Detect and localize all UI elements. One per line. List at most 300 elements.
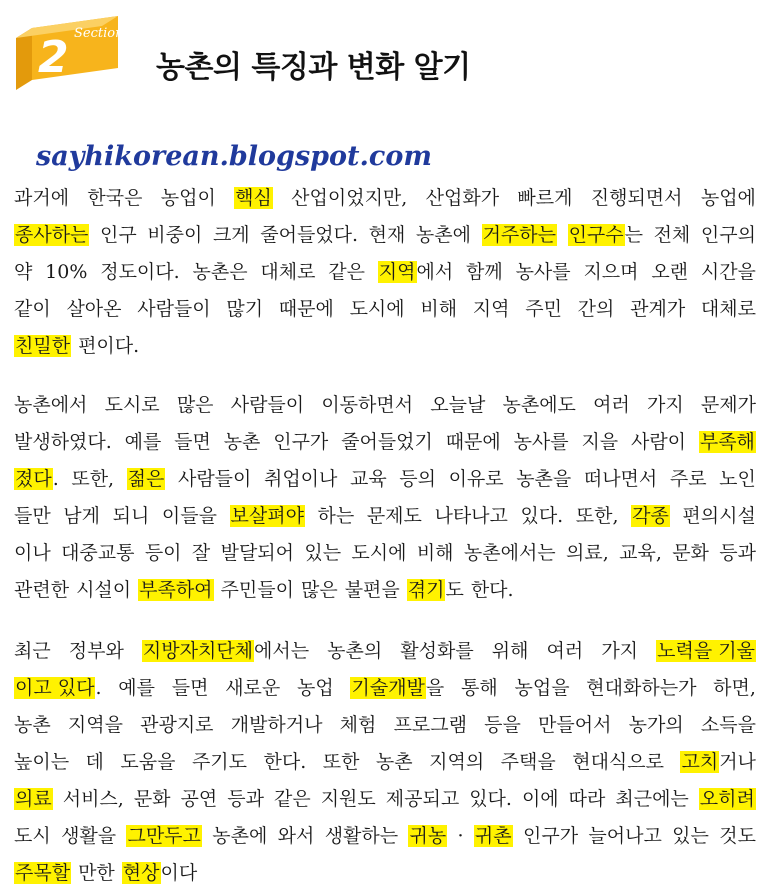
highlighted-term: 이고 있다 (15, 677, 95, 699)
word (351, 535, 406, 572)
word-text: 인구 (100, 224, 137, 246)
text-line (14, 707, 756, 744)
word (449, 461, 504, 498)
word (14, 328, 71, 365)
word (576, 498, 619, 535)
word-text: 약 (14, 261, 33, 283)
word-text: 같은 (328, 261, 365, 283)
word-text: 때문에 (445, 431, 501, 453)
word-text: 여러 (546, 640, 584, 662)
word-suffix: 을 (425, 677, 445, 699)
word-text: 예를 (118, 677, 155, 699)
word (520, 498, 563, 535)
word-text: 개발하거나 (230, 714, 323, 736)
word-text: 남게 (63, 505, 101, 527)
word-text: 도움을 (120, 751, 176, 773)
word-text: 현재 (368, 224, 406, 246)
text-line (14, 572, 756, 609)
word-suffix: 도 (445, 579, 464, 601)
word-text: 공연 (180, 788, 218, 810)
word-text: 많은 (300, 579, 338, 601)
word-text: 와서 (277, 825, 315, 847)
word-text: 도시에 (351, 542, 407, 564)
word-text: 빠르게 (517, 187, 573, 209)
word-text: 최근에는 (615, 788, 689, 810)
word-text: 농업에 (700, 187, 756, 209)
highlighted-term: 지역 (378, 261, 416, 283)
word-text: 주기도 (191, 751, 247, 773)
highlighted-term: 기술개발 (351, 677, 425, 699)
word (701, 180, 756, 217)
word-text: 떠나면서 (583, 468, 658, 490)
word (407, 572, 464, 609)
word (61, 818, 116, 855)
word (234, 180, 273, 217)
word-text: 이에 (521, 788, 559, 810)
word (492, 633, 529, 670)
word-text: 주민들이 (220, 579, 294, 601)
word (699, 424, 756, 461)
word-text: 하는 (317, 505, 355, 527)
word-text: 비해 (416, 542, 454, 564)
word (654, 217, 691, 254)
word (525, 291, 562, 328)
word-text: 있는 (672, 825, 709, 847)
word-text: 농사를 (515, 261, 571, 283)
word (328, 254, 365, 291)
word (566, 535, 609, 572)
word-suffix: 거나 (719, 751, 756, 773)
word-text: 농촌에서 (14, 394, 88, 416)
word (118, 670, 155, 707)
word (113, 498, 150, 535)
word (212, 818, 267, 855)
word-text: 지을 (581, 431, 619, 453)
word (656, 633, 756, 670)
word (672, 818, 709, 855)
word-text: 지역을 (67, 714, 123, 736)
word (125, 424, 162, 461)
word-text: 살아온 (66, 298, 122, 320)
word (14, 670, 102, 707)
highlighted-term: 의료 (15, 788, 52, 810)
word-text: 인구가 (522, 825, 579, 847)
word-text: 농사를 (513, 431, 569, 453)
word-text: 진행되면서 (590, 187, 683, 209)
section-number: 2 (38, 32, 69, 83)
word (278, 818, 315, 855)
word-text: 농업 (297, 677, 334, 699)
word-text: 이나 (14, 542, 51, 564)
word (400, 633, 473, 670)
word (350, 670, 444, 707)
section-header (14, 14, 754, 94)
word (14, 744, 69, 781)
word (350, 291, 405, 328)
word-text: 한다. (263, 751, 307, 773)
word-text: 등이 (144, 542, 182, 564)
word-text: 관계가 (630, 298, 686, 320)
word-text: 들면 (171, 677, 209, 699)
word-text: 불편을 (344, 579, 400, 601)
word (221, 535, 294, 572)
word-text: 또한, (575, 505, 619, 527)
word-text: 시설이 (76, 579, 132, 601)
word-text: 있다. (469, 788, 512, 810)
word-text: 만한 (78, 862, 115, 884)
word-text: 있는 (304, 542, 342, 564)
word-text: 프로그램 (393, 714, 467, 736)
word-text: 이유로 (448, 468, 504, 490)
highlighted-term: 부족하여 (139, 579, 213, 601)
word-text: 사람들이 (177, 468, 252, 490)
word (327, 633, 382, 670)
word (147, 217, 202, 254)
highlighted-term: 젊은 (127, 468, 165, 490)
word-text: 농촌에 (212, 825, 268, 847)
word-text: 도시에 (349, 298, 405, 320)
word-text: 현대화하는가 (586, 677, 697, 699)
word-text: 의료, (566, 542, 609, 564)
word (713, 670, 756, 707)
word (719, 535, 756, 572)
word (345, 572, 400, 609)
word-text: 최근 (14, 640, 51, 662)
word (588, 818, 661, 855)
word-text: 편이다. (78, 335, 140, 357)
word (78, 328, 139, 365)
word-text: 관광지로 (140, 714, 214, 736)
word (672, 535, 709, 572)
word (466, 254, 503, 291)
word (503, 387, 576, 424)
highlighted-term: 귀촌 (474, 825, 512, 847)
paragraph (14, 633, 756, 892)
word (264, 461, 337, 498)
word-text: 같은 (273, 788, 311, 810)
word-text: 많은 (176, 394, 214, 416)
word (420, 291, 457, 328)
word-text: 농촌에서는 (463, 542, 556, 564)
word-text: 위해 (491, 640, 529, 662)
word (429, 744, 484, 781)
word (482, 217, 557, 254)
word-text: 함께 (466, 261, 503, 283)
word-text: 것도 (719, 825, 756, 847)
word-text: 소득을 (700, 714, 756, 736)
word (631, 424, 686, 461)
highlighted-term: 겪기 (407, 579, 445, 601)
word-text: · (457, 825, 464, 847)
word (71, 461, 114, 498)
word (522, 781, 559, 818)
word (469, 781, 512, 818)
word (501, 744, 556, 781)
word (430, 387, 485, 424)
word-text: 줄어들었다. (260, 224, 359, 246)
word-text: 산업화가 (425, 187, 500, 209)
word (61, 535, 134, 572)
word (516, 461, 571, 498)
word (367, 498, 422, 535)
word-text: 한국은 (87, 187, 143, 209)
word (140, 707, 213, 744)
highlighted-term: 주목할 (15, 862, 71, 884)
word (174, 424, 211, 461)
word-text: 10% (45, 261, 88, 283)
word-text: 교육, (619, 542, 662, 564)
word-text: 문화 (133, 788, 171, 810)
word (274, 781, 311, 818)
word (304, 535, 341, 572)
word (631, 498, 670, 535)
word (161, 180, 216, 217)
word (142, 633, 309, 670)
watermark-text: sayhikorean.blogspot.com (36, 141, 432, 172)
word-text: 여러 (593, 394, 630, 416)
section-badge (14, 14, 126, 92)
text-line (14, 291, 756, 328)
word-text: 서비스, (62, 788, 124, 810)
highlighted-term: 귀농 (409, 825, 447, 847)
word-text: 산업이었지만, (291, 187, 408, 209)
word (134, 781, 171, 818)
paragraph-gap (14, 609, 756, 633)
text-line (14, 670, 756, 707)
word (619, 535, 662, 572)
word (581, 424, 618, 461)
word (225, 670, 280, 707)
word-text: 오랜 (651, 261, 689, 283)
word (321, 387, 413, 424)
word-text: 인구가 (273, 431, 329, 453)
word-text: 정도이다. (100, 261, 180, 283)
word-text: 문제가 (700, 394, 756, 416)
word-text: 농업이 (160, 187, 216, 209)
word (162, 498, 217, 535)
word (369, 217, 406, 254)
word (547, 633, 584, 670)
word (340, 707, 377, 744)
word (221, 572, 294, 609)
word (584, 461, 657, 498)
word-text: 도시 (14, 825, 51, 847)
word-text: 이동하면서 (321, 394, 414, 416)
word (630, 291, 685, 328)
word-text: 인구의 (700, 224, 756, 246)
word (87, 180, 142, 217)
word-text: 체험 (339, 714, 377, 736)
word (601, 633, 638, 670)
word (301, 572, 338, 609)
word (484, 707, 521, 744)
word (100, 254, 179, 291)
word-text: 통해 (461, 677, 498, 699)
word-text: 예를 (124, 431, 162, 453)
paragraph (14, 387, 756, 609)
word (14, 781, 53, 818)
word (227, 781, 264, 818)
text-line (14, 781, 756, 818)
text-line (14, 387, 756, 424)
word (68, 707, 123, 744)
word (474, 818, 513, 855)
word (701, 291, 756, 328)
text-line (14, 744, 756, 781)
word (473, 291, 510, 328)
word (538, 707, 611, 744)
highlighted-term: 노력을 기울 (657, 640, 755, 662)
word (291, 180, 407, 217)
word (701, 387, 756, 424)
word (224, 424, 261, 461)
word (86, 744, 104, 781)
highlighted-term: 인구수 (568, 224, 624, 246)
word (682, 498, 755, 535)
word (394, 707, 467, 744)
highlighted-term: 각종 (632, 505, 669, 527)
word (14, 818, 51, 855)
word-text: 대중교통 (61, 542, 135, 564)
highlighted-term: 현상 (122, 862, 160, 884)
word (701, 254, 756, 291)
word-text: 주로 (669, 468, 707, 490)
word (719, 818, 756, 855)
word-text: 줄어들었기 (341, 431, 433, 453)
word-text: 농업을 (514, 677, 570, 699)
word-text: 편의시설 (682, 505, 756, 527)
word-text: 농촌은 (192, 261, 248, 283)
word (14, 707, 51, 744)
word (578, 291, 615, 328)
word (100, 217, 137, 254)
word (178, 461, 251, 498)
word (399, 461, 436, 498)
word (14, 424, 112, 461)
word (408, 818, 447, 855)
word-text: 새로운 (225, 677, 281, 699)
word-text: 농촌에 (415, 224, 471, 246)
word (14, 387, 87, 424)
word-text: 농촌 (375, 751, 413, 773)
text-line (14, 633, 756, 670)
highlighted-term: 고치 (681, 751, 719, 773)
word (279, 291, 334, 328)
word-text: 교육 (349, 468, 387, 490)
word (14, 633, 51, 670)
word-text: 생활하는 (324, 825, 399, 847)
word (14, 291, 51, 328)
word (434, 498, 507, 535)
word-text: 따라 (568, 788, 606, 810)
word-text: 비해 (420, 298, 458, 320)
word-text: 지원도 (320, 788, 376, 810)
word-text: 간의 (577, 298, 615, 320)
word (14, 572, 69, 609)
word (66, 291, 121, 328)
word-text: 데 (85, 751, 104, 773)
word-text: 발생하였다. (14, 431, 112, 453)
word-suffix: 에서는 (254, 640, 310, 662)
word (523, 818, 578, 855)
word (446, 424, 501, 461)
word (260, 254, 315, 291)
word-text: 주택을 (500, 751, 556, 773)
word (181, 781, 218, 818)
word-text: 등과 (227, 788, 264, 810)
word (586, 670, 696, 707)
word-text: 농촌 (223, 431, 261, 453)
section-label: Section (74, 26, 124, 41)
word-text: 때문에 (278, 298, 334, 320)
word (569, 781, 606, 818)
text-line (14, 818, 756, 855)
word-text: 활성화를 (400, 640, 474, 662)
word (701, 707, 756, 744)
word (386, 781, 459, 818)
word (461, 670, 498, 707)
word (323, 744, 360, 781)
word-text: 잘 (191, 542, 211, 564)
word-text: 과거에 (14, 187, 70, 209)
word (517, 180, 572, 217)
word (583, 254, 638, 291)
text-line (14, 217, 756, 254)
word-text: 생활을 (61, 825, 117, 847)
word (226, 291, 263, 328)
word-text: 대체로 (260, 261, 316, 283)
word-text: 농촌을 (516, 468, 572, 490)
word-text: 비중이 (147, 224, 203, 246)
word (14, 254, 32, 291)
word (376, 744, 413, 781)
word (120, 744, 175, 781)
word (273, 424, 328, 461)
word (231, 707, 323, 744)
highlighted-term: 지방자치단체 (142, 640, 254, 662)
word-text: 농가의 (628, 714, 684, 736)
word (417, 535, 454, 572)
word (127, 461, 166, 498)
word (14, 180, 69, 217)
word (69, 633, 124, 670)
word (593, 387, 630, 424)
word-text: 지역의 (429, 751, 485, 773)
highlighted-term: 그만두고 (127, 825, 201, 847)
word-text: 사람들이 (137, 298, 211, 320)
word (193, 254, 248, 291)
paragraph (14, 180, 756, 365)
word (416, 217, 471, 254)
word (568, 217, 643, 254)
word (514, 670, 569, 707)
word-text: 사람들이 (230, 394, 305, 416)
word (350, 461, 387, 498)
word-text: 또한 (322, 751, 360, 773)
word-text: 늘어나고 (588, 825, 662, 847)
word-text: 대체로 (700, 298, 756, 320)
word (699, 781, 756, 818)
word-text: 하면, (713, 677, 756, 699)
word (318, 498, 355, 535)
word-text: 관련한 (14, 579, 70, 601)
text-line (14, 328, 756, 365)
word-text: 많기 (226, 298, 264, 320)
word (260, 217, 358, 254)
word (458, 818, 464, 855)
word (719, 461, 756, 498)
word (297, 670, 334, 707)
